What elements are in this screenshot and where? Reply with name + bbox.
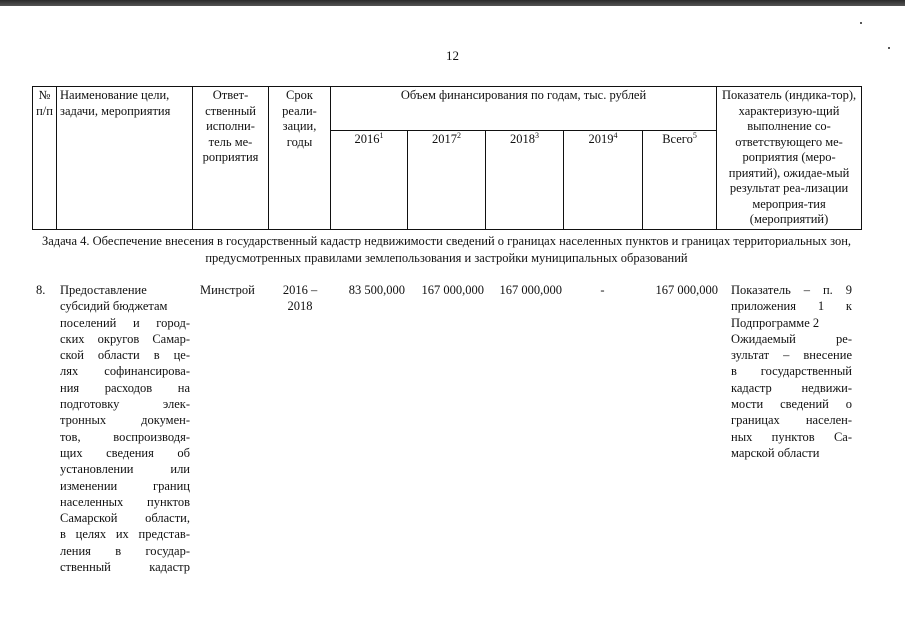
- text-line: Ожидаемый ре-: [731, 331, 852, 346]
- text-line: подготовку элек-: [60, 397, 190, 412]
- header-year-2016: 2016$^1$: [331, 131, 408, 230]
- text-line: марской области: [731, 445, 820, 460]
- text-line: ственный кадастр: [60, 560, 190, 575]
- row-value-2017: 167 000,000: [421, 283, 484, 297]
- text-line: изменении границ: [60, 478, 190, 493]
- header-name: Наименование цели, задачи, мероприятия: [57, 87, 193, 230]
- text-line: в государственный: [731, 364, 852, 379]
- text-line: субсидий бюджетам: [60, 299, 168, 314]
- task-heading: Задача 4. Обеспечение внесения в государственный кадастр недвижимости сведений о границах населенных пунктов и границах территориальных зон, предусмотренных правилами землепользования и застройки муниципальных образований: [41, 234, 852, 265]
- header-num: № п/п: [33, 87, 57, 230]
- scan-top-edge: [0, 0, 905, 6]
- text-line: кадастр недвижи-: [731, 380, 852, 395]
- row-value-2018: 167 000,000: [499, 283, 562, 297]
- header-term: Срок реали-зации, годы: [269, 87, 331, 230]
- text-line: Подпрограмме 2: [731, 315, 820, 330]
- text-line: ния расходов на: [60, 380, 190, 395]
- text-line: приложения 1 к: [731, 299, 852, 314]
- header-indicator: Показатель (индика-тор), характеризую-щий выполнение со-ответствующего ме-роприятия (меро-приятий), ожидае-мый результат реа-лизации мероприя-тия (мероприятий): [717, 87, 862, 230]
- row-indicator: [731, 282, 852, 461]
- text-line: установлении или: [60, 462, 190, 477]
- text-line: населенных пунктов: [60, 494, 190, 509]
- text-line: зультат – внесение: [731, 348, 852, 363]
- header-table: [32, 86, 862, 230]
- text-line: поселений и город-: [60, 315, 190, 330]
- header-funding-title: Объем финансирования по годам, тыс. рублей: [331, 87, 717, 131]
- text-line: Предоставление: [60, 283, 147, 297]
- text-line: ных пунктов Са-: [731, 429, 852, 444]
- text-line: лях софинансирова-: [60, 364, 190, 379]
- text-line: тронных докумен-: [60, 413, 190, 428]
- row-num: 8.: [36, 283, 46, 297]
- text-line: ской области в це-: [60, 348, 190, 363]
- text-line: ских округов Самар-: [60, 331, 190, 346]
- text-line: границах населен-: [731, 413, 852, 428]
- row-value-total: 167 000,000: [655, 283, 718, 297]
- text-line: Самарской области,: [60, 511, 190, 526]
- row-value-2016: 83 500,000: [348, 283, 405, 297]
- text-line: мости сведений о: [731, 397, 852, 412]
- header-year-2018: 2018$^3$: [486, 131, 564, 230]
- text-line: в целях их представ-: [60, 527, 190, 542]
- header-year-total: Всего$^5$: [643, 131, 717, 230]
- row-term: 2016 – 2018: [282, 283, 318, 314]
- row-name: [60, 282, 190, 575]
- scan-speck: [860, 22, 862, 24]
- header-year-2019: 2019$^4$: [564, 131, 643, 230]
- text-line: Показатель – п. 9: [731, 283, 852, 297]
- text-line: щих сведения об: [60, 445, 190, 460]
- text-line: тов, воспроизводя-: [60, 429, 190, 444]
- text-line: ления в государ-: [60, 543, 190, 558]
- header-responsible: Ответ-ственный исполни-тель ме-роприятия: [193, 87, 269, 230]
- header-year-2017: 2017$^2$: [408, 131, 486, 230]
- row-value-2019: -: [600, 283, 605, 297]
- page-number: 12: [446, 48, 459, 63]
- row-responsible: Минстрой: [200, 283, 255, 297]
